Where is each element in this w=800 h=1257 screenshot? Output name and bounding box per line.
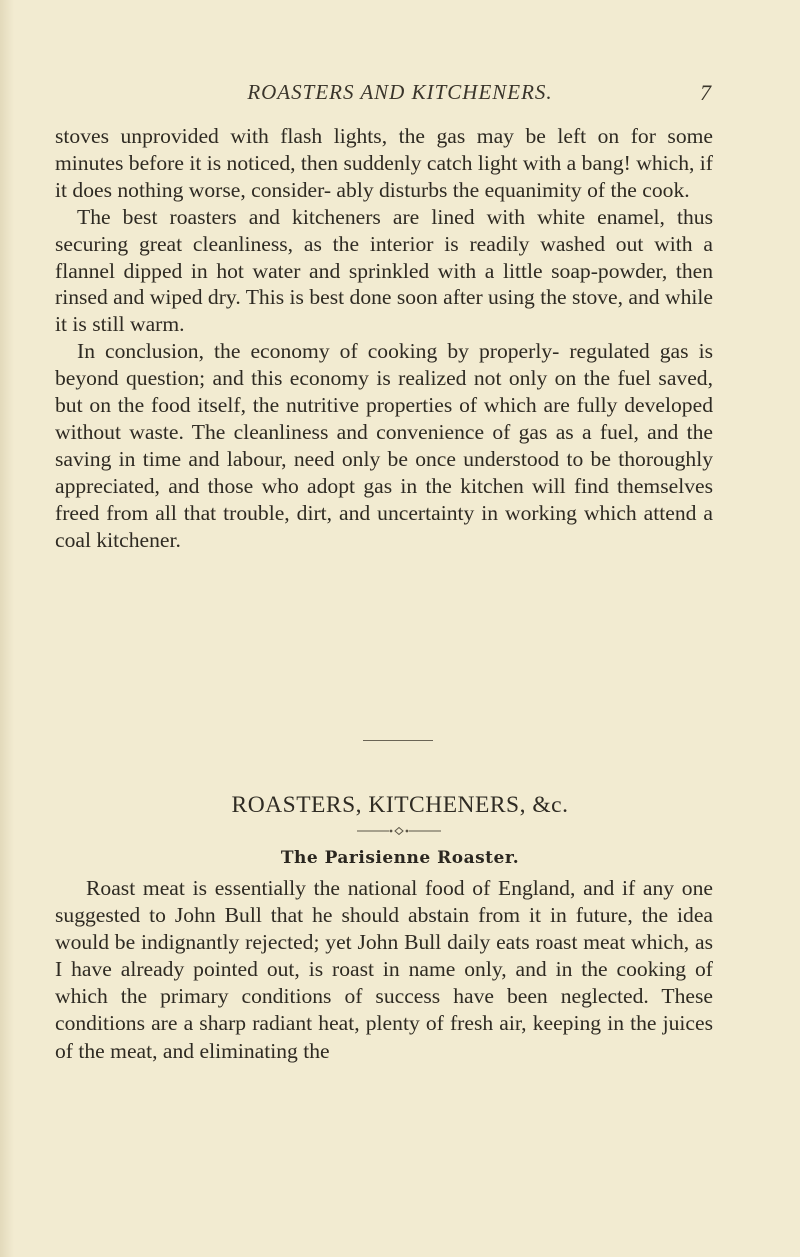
running-head	[0, 80, 800, 110]
body-text	[55, 123, 713, 554]
paragraph-roast-meat: Roast meat is essentially the national food of England, and if any one suggested to John Bull that he should abstain from it in future, the idea would be indignantly rejected; yet John Bull daily eats roast meat which, as I have already pointed out, is roast in name only, and in the cooking of which the primary conditions of success have been neglected. These conditions are a sharp radiant heat, plenty of fresh air, keeping in the juices of the meat, and eliminating the	[55, 876, 713, 1063]
paragraph-conclusion: In conclusion, the economy of cooking by properly- regulated gas is beyond question; and this economy is realized not only on the fuel saved, but on the food itself, the nutritive properties of which are fully developed without waste. The cleanliness and convenience of gas as a fuel, and the saving in time and labour, need only be once understood to be thoroughly appreciated, and those who adopt gas in the kitchen will find themselves freed from all that trouble, dirt, and uncertainty in working which attend a coal kitchener.	[55, 339, 713, 552]
sub-heading: The Parisienne Roaster.	[280, 848, 520, 868]
section-title: ROASTERS, KITCHENERS, &c.	[231, 792, 569, 818]
paragraph-enamel: The best roasters and kitcheners are lined with white enamel, thus securing great cleanliness, as the interior is readily washed out with a flannel dipped in hot water and sprinkled with a little soap-powder, then rinsed and wiped dry. This is best done soon after using the stove, and while it is still warm.	[55, 204, 713, 337]
ornament-dot-left	[390, 830, 393, 833]
paragraph-continuation: stoves unprovided with flash lights, the gas may be left on for some minutes before it is noticed, then suddenly catch light with a bang! which, if it does nothing worse, consider- ably disturbs the equanimity of the cook.	[55, 124, 713, 202]
running-title: ROASTERS AND KITCHENERS.	[247, 80, 553, 104]
section-divider-rule	[363, 740, 433, 741]
page-edge-shadow	[0, 0, 14, 1257]
ornament-divider	[357, 825, 441, 837]
section-body-text	[55, 875, 713, 1065]
ornament-diamond	[395, 828, 403, 835]
page-number: 7	[700, 80, 711, 105]
ornament-dot-right	[406, 830, 409, 833]
